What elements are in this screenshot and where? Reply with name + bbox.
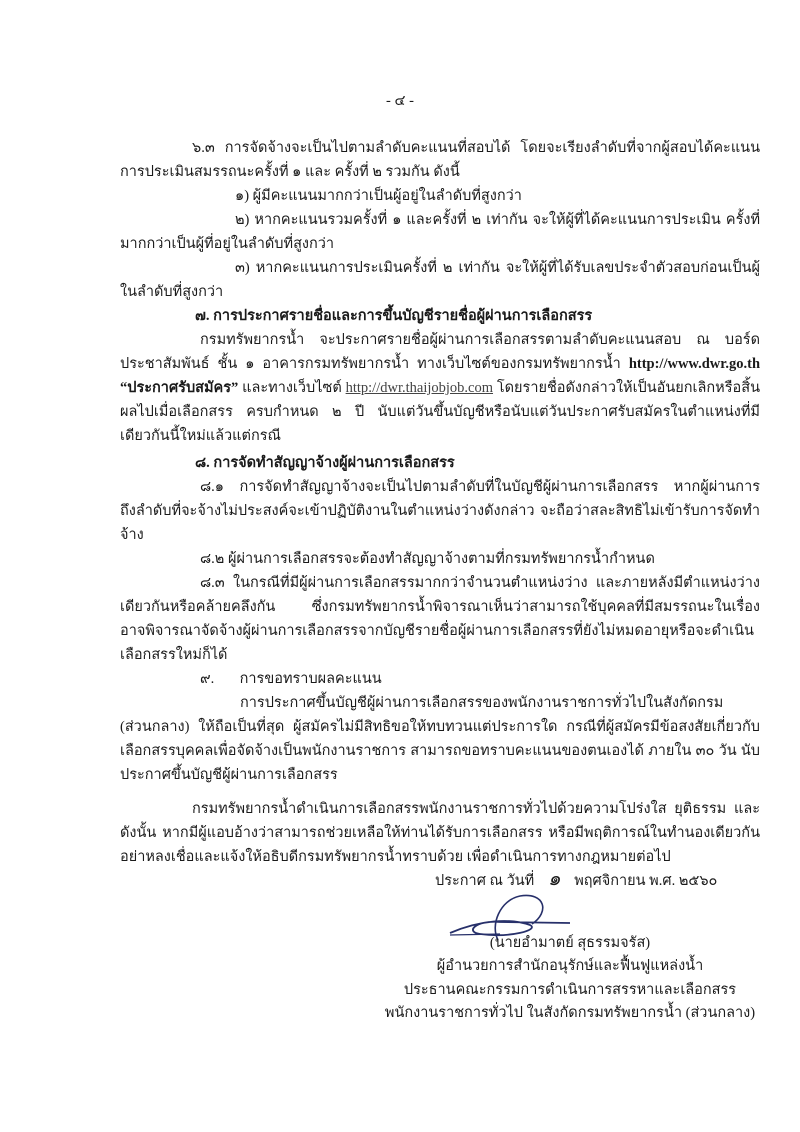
thaijobjob-link[interactable]: http://dwr.thaijobjob.com xyxy=(345,380,494,396)
text-line: จ้าง xyxy=(120,527,144,543)
text-span: โดยรายชื่อดังกล่าวให้เป็นอันยกเลิกหรือสิ้น xyxy=(493,380,760,396)
text-line xyxy=(120,352,760,376)
text-line: เลือกสรรบุคคลเพื่อจัดจ้างเป็นพนักงานราชการ สามารถขอทราบคะแนนของตนเองได้ ภายใน ๓๐ วัน นับ xyxy=(120,743,760,759)
list-item: ๒) หากคะแนนรวมครั้งที่ ๑ และครั้งที่ ๒ เท่ากัน จะให้ผู้ที่ได้คะแนนการประเมิน ครั้งที่ xyxy=(235,212,760,228)
text-line: เดียวกันนี้ใหม่แล้วแต่กรณี xyxy=(120,428,281,444)
topic-label: “ประกาศรับสมัคร” xyxy=(120,380,239,396)
text-line: มากกว่าเป็นผู้ที่อยู่ในลำดับที่สูงกว่า xyxy=(120,236,335,252)
text-line: การประเมินสมรรถนะครั้งที่ ๑ และ ครั้งที่ ๒ รวมกัน ดังนี้ xyxy=(120,164,460,180)
text-line: อย่าหลงเชื่อและแจ้งให้อธิบดีกรมทรัพยากรน้ำทราบด้วย เพื่อดำเนินการทางกฎหมายต่อไป xyxy=(120,849,671,865)
text-span: และทางเว็บไซต์ xyxy=(238,380,346,396)
date-prefix: ประกาศ ณ วันที่ xyxy=(435,873,535,889)
text-line: การประกาศขึ้นบัญชีผู้ผ่านการเลือกสรรของพนักงานราชการทั่วไปในสังกัดกรม xyxy=(240,695,724,711)
text-span: ประชาสัมพันธ์ ชั้น ๑ อาคารกรมทรัพยากรน้ำ ทางเว็บไซต์ของกรมทรัพยากรน้ำ xyxy=(120,356,621,372)
section-heading: ๗. การประกาศรายชื่อและการขึ้นบัญชีรายชื่อผู้ผ่านการเลือกสรร xyxy=(195,308,593,324)
text-line: ถึงลำดับที่จะจ้างไม่ประสงค์จะเข้าปฏิบัติงานในตำแหน่งว่างดังกล่าว จะถือว่าสละสิทธิไม่เข้ารับการจัดทำ xyxy=(120,503,760,519)
text-line xyxy=(120,376,760,400)
text-line: เลือกสรรใหม่ก็ได้ xyxy=(120,647,228,663)
text-line: เดียวกันหรือคล้ายคลึงกัน ซึ่งกรมทรัพยากรน้ำพิจารณาเห็นว่าสามารถใช้บุคคลที่มีสมรรถนะในเรื่อง xyxy=(120,599,760,615)
text-line: กรมทรัพยากรน้ำดำเนินการเลือกสรรพนักงานราชการทั่วไปด้วยความโปร่งใส ยุติธรรม และ xyxy=(192,801,760,817)
list-item: ๑) ผู้มีคะแนนมากกว่าเป็นผู้อยู่ในลำดับที่สูงกว่า xyxy=(235,188,522,204)
page-number: - ๔ - xyxy=(386,93,414,109)
text-line: ๖.๓ การจัดจ้างจะเป็นไปตามลำดับคะแนนที่สอบได้ โดยจะเรียงลำดับที่จากผู้สอบได้คะแนน xyxy=(192,140,760,156)
text-line: ดังนั้น หากมีผู้แอบอ้างว่าสามารถช่วยเหลือให้ท่านได้รับการเลือกสรร หรือมีพฤติการณ์ในทำนองเดียวกัน xyxy=(120,825,760,841)
signatory-title: ผู้อำนวยการสำนักอนุรักษ์และฟื้นฟูแหล่งน้ำ xyxy=(436,958,704,974)
section-heading: ๙. การขอทราบผลคะแนน xyxy=(200,671,382,687)
text-line: ประกาศขึ้นบัญชีผู้ผ่านการเลือกสรร xyxy=(120,767,338,783)
announcement-date xyxy=(435,864,765,892)
signatory-name: (นายอำมาตย์ สุธรรมจรัส) xyxy=(489,935,651,951)
list-item: ๓) หากคะแนนการประเมินครั้งที่ ๒ เท่ากัน จะให้ผู้ที่ได้รับเลขประจำตัวสอบก่อนเป็นผู้ xyxy=(235,260,760,276)
text-line: (ส่วนกลาง) ให้ถือเป็นที่สุด ผู้สมัครไม่มีสิทธิขอให้ทบทวนแต่ประการใด กรณีที่ผู้สมัครมีข้อสงสัยเกี่ยวกับ xyxy=(120,719,760,735)
text-line: ๘.๒ ผู้ผ่านการเลือกสรรจะต้องทำสัญญาจ้างตามที่กรมทรัพยากรน้ำกำหนด xyxy=(200,551,655,567)
signatory-title: ประธานคณะกรรมการดำเนินการสรรหาและเลือกสรร xyxy=(403,982,737,998)
signatory-title: พนักงานราชการทั่วไป ในสังกัดกรมทรัพยากรน้ำ (ส่วนกลาง) xyxy=(384,1005,756,1021)
handwritten-day: ๑ xyxy=(547,866,561,890)
text-line: อาจพิจารณาจัดจ้างผู้ผ่านการเลือกสรรจากบัญชีรายชื่อผู้ผ่านการเลือกสรรที่ยังไม่หมดอายุหรือจะดำเนิน xyxy=(120,623,754,639)
text-line: กรมทรัพยากรน้ำ จะประกาศรายชื่อผู้ผ่านการเลือกสรรตามลำดับคะแนนสอบ ณ บอร์ด xyxy=(200,332,760,348)
text-line: ๘.๓ ในกรณีที่มีผู้ผ่านการเลือกสรรมากกว่าจำนวนตำแหน่งว่าง และภายหลังมีตำแหน่งว่าง xyxy=(200,575,760,591)
text-line: ผลไปเมื่อเลือกสรร ครบกำหนด ๒ ปี นับแต่วันขึ้นบัญชีหรือนับแต่วันประกาศรับสมัครในตำแหน่งที่มี xyxy=(120,404,760,420)
text-line: ๘.๑ การจัดทำสัญญาจ้างจะเป็นไปตามลำดับที่ในบัญชีผู้ผ่านการเลือกสรร หากผู้ผ่านการ xyxy=(200,479,760,495)
section-heading: ๘. การจัดทำสัญญาจ้างผู้ผ่านการเลือกสรร xyxy=(195,455,455,471)
date-suffix: พฤศจิกายน พ.ศ. ๒๕๖๐ xyxy=(574,873,718,889)
website-url[interactable]: http://www.dwr.go.th xyxy=(628,356,760,372)
text-line: ในลำดับที่สูงกว่า xyxy=(120,284,224,300)
